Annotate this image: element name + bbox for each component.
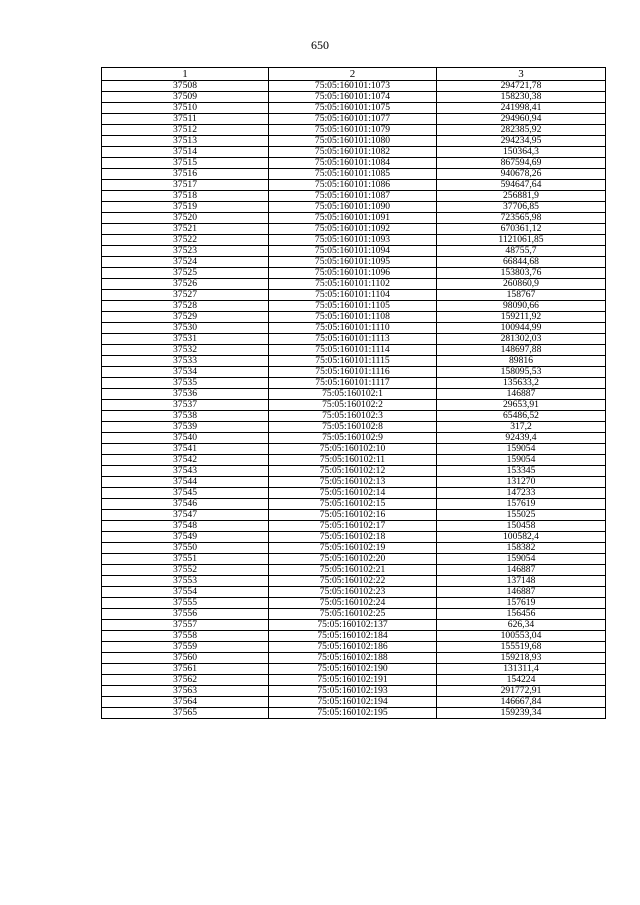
table-row <box>102 697 606 708</box>
cadastral-number-cell: 75:05:160102:21 <box>269 565 437 576</box>
row-number-cell: 37515 <box>102 158 269 169</box>
cadastral-number-cell: 75:05:160101:1117 <box>269 378 437 389</box>
cadastral-number-cell: 75:05:160102:191 <box>269 675 437 686</box>
row-number-cell: 37554 <box>102 587 269 598</box>
row-number-cell: 37530 <box>102 323 269 334</box>
cadastral-number-cell: 75:05:160102:184 <box>269 631 437 642</box>
row-number-cell: 37525 <box>102 268 269 279</box>
row-number-cell: 37531 <box>102 334 269 345</box>
cadastral-number-cell: 75:05:160102:11 <box>269 455 437 466</box>
table-row <box>102 92 606 103</box>
table-row <box>102 653 606 664</box>
value-cell: 135633,2 <box>437 378 606 389</box>
cadastral-number-cell: 75:05:160102:190 <box>269 664 437 675</box>
table-row <box>102 279 606 290</box>
value-cell: 670361,12 <box>437 224 606 235</box>
cadastral-number-cell: 75:05:160101:1094 <box>269 246 437 257</box>
value-cell: 241998,41 <box>437 103 606 114</box>
cadastral-number-cell: 75:05:160102:22 <box>269 576 437 587</box>
value-cell: 157619 <box>437 499 606 510</box>
value-cell: 626,34 <box>437 620 606 631</box>
table-row <box>102 235 606 246</box>
row-number-cell: 37556 <box>102 609 269 620</box>
table-row <box>102 125 606 136</box>
table-row <box>102 708 606 719</box>
cadastral-number-cell: 75:05:160101:1085 <box>269 169 437 180</box>
row-number-cell: 37544 <box>102 477 269 488</box>
row-number-cell: 37551 <box>102 554 269 565</box>
value-cell: 29653,91 <box>437 400 606 411</box>
value-cell: 291772,91 <box>437 686 606 697</box>
cadastral-number-cell: 75:05:160101:1095 <box>269 257 437 268</box>
value-cell: 137148 <box>437 576 606 587</box>
value-cell: 98090,66 <box>437 301 606 312</box>
value-cell: 66844,68 <box>437 257 606 268</box>
table-row <box>102 521 606 532</box>
row-number-cell: 37541 <box>102 444 269 455</box>
cadastral-number-cell: 75:05:160102:12 <box>269 466 437 477</box>
row-number-cell: 37562 <box>102 675 269 686</box>
value-cell: 282385,92 <box>437 125 606 136</box>
row-number-cell: 37522 <box>102 235 269 246</box>
cadastral-number-cell: 75:05:160101:1079 <box>269 125 437 136</box>
table-row <box>102 180 606 191</box>
value-cell: 150458 <box>437 521 606 532</box>
table-row <box>102 664 606 675</box>
value-cell: 1121061,85 <box>437 235 606 246</box>
row-number-cell: 37524 <box>102 257 269 268</box>
value-cell: 594647,64 <box>437 180 606 191</box>
row-number-cell: 37546 <box>102 499 269 510</box>
cadastral-number-cell: 75:05:160101:1108 <box>269 312 437 323</box>
cadastral-number-cell: 75:05:160102:15 <box>269 499 437 510</box>
column-header-3: 3 <box>437 68 606 81</box>
row-number-cell: 37534 <box>102 367 269 378</box>
row-number-cell: 37521 <box>102 224 269 235</box>
cadastral-number-cell: 75:05:160102:13 <box>269 477 437 488</box>
row-number-cell: 37511 <box>102 114 269 125</box>
value-cell: 159239,34 <box>437 708 606 719</box>
row-number-cell: 37542 <box>102 455 269 466</box>
cadastral-number-cell: 75:05:160102:16 <box>269 510 437 521</box>
table-row <box>102 191 606 202</box>
table-row <box>102 158 606 169</box>
cadastral-number-cell: 75:05:160101:1073 <box>269 81 437 92</box>
row-number-cell: 37540 <box>102 433 269 444</box>
row-number-cell: 37563 <box>102 686 269 697</box>
cadastral-number-cell: 75:05:160101:1075 <box>269 103 437 114</box>
value-cell: 940678,26 <box>437 169 606 180</box>
value-cell: 100582,4 <box>437 532 606 543</box>
row-number-cell: 37527 <box>102 290 269 301</box>
table-row <box>102 686 606 697</box>
cadastral-number-cell: 75:05:160102:186 <box>269 642 437 653</box>
row-number-cell: 37538 <box>102 411 269 422</box>
table-row <box>102 675 606 686</box>
table-row <box>102 565 606 576</box>
row-number-cell: 37526 <box>102 279 269 290</box>
value-cell: 723565,98 <box>437 213 606 224</box>
cadastral-number-cell: 75:05:160102:193 <box>269 686 437 697</box>
value-cell: 153803,76 <box>437 268 606 279</box>
table-row <box>102 532 606 543</box>
value-cell: 131270 <box>437 477 606 488</box>
value-cell: 156456 <box>437 609 606 620</box>
row-number-cell: 37516 <box>102 169 269 180</box>
table-row <box>102 488 606 499</box>
row-number-cell: 37552 <box>102 565 269 576</box>
row-number-cell: 37519 <box>102 202 269 213</box>
row-number-cell: 37513 <box>102 136 269 147</box>
table-body <box>102 81 606 719</box>
table-row <box>102 543 606 554</box>
value-cell: 155519,68 <box>437 642 606 653</box>
table-row <box>102 147 606 158</box>
row-number-cell: 37564 <box>102 697 269 708</box>
row-number-cell: 37528 <box>102 301 269 312</box>
row-number-cell: 37533 <box>102 356 269 367</box>
table-row <box>102 323 606 334</box>
table-row <box>102 257 606 268</box>
column-header-2: 2 <box>269 68 437 81</box>
value-cell: 146887 <box>437 587 606 598</box>
cadastral-number-cell: 75:05:160102:18 <box>269 532 437 543</box>
value-cell: 159054 <box>437 444 606 455</box>
value-cell: 158382 <box>437 543 606 554</box>
value-cell: 146887 <box>437 565 606 576</box>
table-row <box>102 224 606 235</box>
cadastral-number-cell: 75:05:160101:1110 <box>269 323 437 334</box>
row-number-cell: 37536 <box>102 389 269 400</box>
value-cell: 159054 <box>437 455 606 466</box>
table-row <box>102 411 606 422</box>
cadastral-number-cell: 75:05:160102:9 <box>269 433 437 444</box>
cadastral-number-cell: 75:05:160101:1105 <box>269 301 437 312</box>
row-number-cell: 37549 <box>102 532 269 543</box>
value-cell: 159054 <box>437 554 606 565</box>
row-number-cell: 37537 <box>102 400 269 411</box>
cadastral-number-cell: 75:05:160101:1077 <box>269 114 437 125</box>
data-table <box>101 67 606 719</box>
table-row <box>102 631 606 642</box>
cadastral-number-cell: 75:05:160101:1074 <box>269 92 437 103</box>
table-row <box>102 367 606 378</box>
value-cell: 294234,95 <box>437 136 606 147</box>
table-row <box>102 455 606 466</box>
value-cell: 146887 <box>437 389 606 400</box>
table-row <box>102 554 606 565</box>
value-cell: 155025 <box>437 510 606 521</box>
row-number-cell: 37547 <box>102 510 269 521</box>
table-row <box>102 345 606 356</box>
row-number-cell: 37560 <box>102 653 269 664</box>
row-number-cell: 37543 <box>102 466 269 477</box>
row-number-cell: 37532 <box>102 345 269 356</box>
cadastral-number-cell: 75:05:160101:1114 <box>269 345 437 356</box>
value-cell: 146667,84 <box>437 697 606 708</box>
table-row <box>102 620 606 631</box>
table-row <box>102 609 606 620</box>
table-row <box>102 356 606 367</box>
value-cell: 294960,94 <box>437 114 606 125</box>
value-cell: 158095,53 <box>437 367 606 378</box>
value-cell: 867594,69 <box>437 158 606 169</box>
table-row <box>102 213 606 224</box>
row-number-cell: 37517 <box>102 180 269 191</box>
row-number-cell: 37523 <box>102 246 269 257</box>
row-number-cell: 37512 <box>102 125 269 136</box>
cadastral-number-cell: 75:05:160101:1093 <box>269 235 437 246</box>
cadastral-number-cell: 75:05:160101:1082 <box>269 147 437 158</box>
cadastral-number-cell: 75:05:160101:1115 <box>269 356 437 367</box>
row-number-cell: 37509 <box>102 92 269 103</box>
table-row <box>102 290 606 301</box>
row-number-cell: 37555 <box>102 598 269 609</box>
cadastral-number-cell: 75:05:160102:1 <box>269 389 437 400</box>
row-number-cell: 37535 <box>102 378 269 389</box>
cadastral-number-cell: 75:05:160102:14 <box>269 488 437 499</box>
table-row <box>102 169 606 180</box>
value-cell: 37706,85 <box>437 202 606 213</box>
cadastral-number-cell: 75:05:160102:2 <box>269 400 437 411</box>
table-row <box>102 499 606 510</box>
value-cell: 294721,78 <box>437 81 606 92</box>
value-cell: 65486,52 <box>437 411 606 422</box>
table-row <box>102 466 606 477</box>
column-header-1: 1 <box>102 68 269 81</box>
cadastral-number-cell: 75:05:160102:25 <box>269 609 437 620</box>
cadastral-number-cell: 75:05:160102:17 <box>269 521 437 532</box>
row-number-cell: 37565 <box>102 708 269 719</box>
value-cell: 158767 <box>437 290 606 301</box>
value-cell: 150364,3 <box>437 147 606 158</box>
cadastral-number-cell: 75:05:160101:1086 <box>269 180 437 191</box>
row-number-cell: 37514 <box>102 147 269 158</box>
value-cell: 100553,04 <box>437 631 606 642</box>
row-number-cell: 37520 <box>102 213 269 224</box>
row-number-cell: 37548 <box>102 521 269 532</box>
row-number-cell: 37539 <box>102 422 269 433</box>
cadastral-number-cell: 75:05:160102:19 <box>269 543 437 554</box>
value-cell: 157619 <box>437 598 606 609</box>
table-row <box>102 301 606 312</box>
row-number-cell: 37553 <box>102 576 269 587</box>
cadastral-number-cell: 75:05:160102:194 <box>269 697 437 708</box>
table-row <box>102 389 606 400</box>
row-number-cell: 37550 <box>102 543 269 554</box>
table-row <box>102 422 606 433</box>
value-cell: 158230,38 <box>437 92 606 103</box>
table-row <box>102 103 606 114</box>
value-cell: 159211,92 <box>437 312 606 323</box>
cadastral-number-cell: 75:05:160102:24 <box>269 598 437 609</box>
cadastral-number-cell: 75:05:160101:1113 <box>269 334 437 345</box>
value-cell: 48755,7 <box>437 246 606 257</box>
table-row <box>102 268 606 279</box>
row-number-cell: 37518 <box>102 191 269 202</box>
row-number-cell: 37508 <box>102 81 269 92</box>
cadastral-number-cell: 75:05:160101:1087 <box>269 191 437 202</box>
table-row <box>102 477 606 488</box>
table-row <box>102 598 606 609</box>
cadastral-number-cell: 75:05:160101:1102 <box>269 279 437 290</box>
table-row <box>102 587 606 598</box>
row-number-cell: 37545 <box>102 488 269 499</box>
table-row <box>102 576 606 587</box>
cadastral-number-cell: 75:05:160101:1080 <box>269 136 437 147</box>
cadastral-number-cell: 75:05:160101:1091 <box>269 213 437 224</box>
cadastral-number-cell: 75:05:160102:137 <box>269 620 437 631</box>
value-cell: 260860,9 <box>437 279 606 290</box>
value-cell: 100944,99 <box>437 323 606 334</box>
cadastral-number-cell: 75:05:160102:23 <box>269 587 437 598</box>
value-cell: 256881,9 <box>437 191 606 202</box>
cadastral-number-cell: 75:05:160102:10 <box>269 444 437 455</box>
row-number-cell: 37529 <box>102 312 269 323</box>
value-cell: 147233 <box>437 488 606 499</box>
value-cell: 89816 <box>437 356 606 367</box>
table-row <box>102 246 606 257</box>
cadastral-number-cell: 75:05:160102:195 <box>269 708 437 719</box>
cadastral-number-cell: 75:05:160102:188 <box>269 653 437 664</box>
value-cell: 153345 <box>437 466 606 477</box>
table-row <box>102 400 606 411</box>
cadastral-number-cell: 75:05:160101:1084 <box>269 158 437 169</box>
table-row <box>102 444 606 455</box>
value-cell: 131311,4 <box>437 664 606 675</box>
row-number-cell: 37557 <box>102 620 269 631</box>
value-cell: 159218,93 <box>437 653 606 664</box>
value-cell: 92439,4 <box>437 433 606 444</box>
table-row <box>102 433 606 444</box>
cadastral-number-cell: 75:05:160101:1092 <box>269 224 437 235</box>
row-number-cell: 37561 <box>102 664 269 675</box>
row-number-cell: 37558 <box>102 631 269 642</box>
value-cell: 154224 <box>437 675 606 686</box>
value-cell: 317,2 <box>437 422 606 433</box>
table-row <box>102 378 606 389</box>
cadastral-number-cell: 75:05:160101:1104 <box>269 290 437 301</box>
table-row <box>102 510 606 521</box>
cadastral-number-cell: 75:05:160102:20 <box>269 554 437 565</box>
page-number: 650 <box>311 38 329 52</box>
cadastral-number-cell: 75:05:160101:1116 <box>269 367 437 378</box>
value-cell: 148697,88 <box>437 345 606 356</box>
value-cell: 281302,03 <box>437 334 606 345</box>
table-row <box>102 114 606 125</box>
cadastral-number-cell: 75:05:160102:8 <box>269 422 437 433</box>
cadastral-number-cell: 75:05:160102:3 <box>269 411 437 422</box>
cadastral-number-cell: 75:05:160101:1096 <box>269 268 437 279</box>
cadastral-number-cell: 75:05:160101:1090 <box>269 202 437 213</box>
table-row <box>102 202 606 213</box>
table-header <box>102 68 606 81</box>
header-row <box>102 68 606 81</box>
table-row <box>102 312 606 323</box>
row-number-cell: 37510 <box>102 103 269 114</box>
table-row <box>102 642 606 653</box>
table-row <box>102 81 606 92</box>
row-number-cell: 37559 <box>102 642 269 653</box>
table-row <box>102 334 606 345</box>
table-row <box>102 136 606 147</box>
